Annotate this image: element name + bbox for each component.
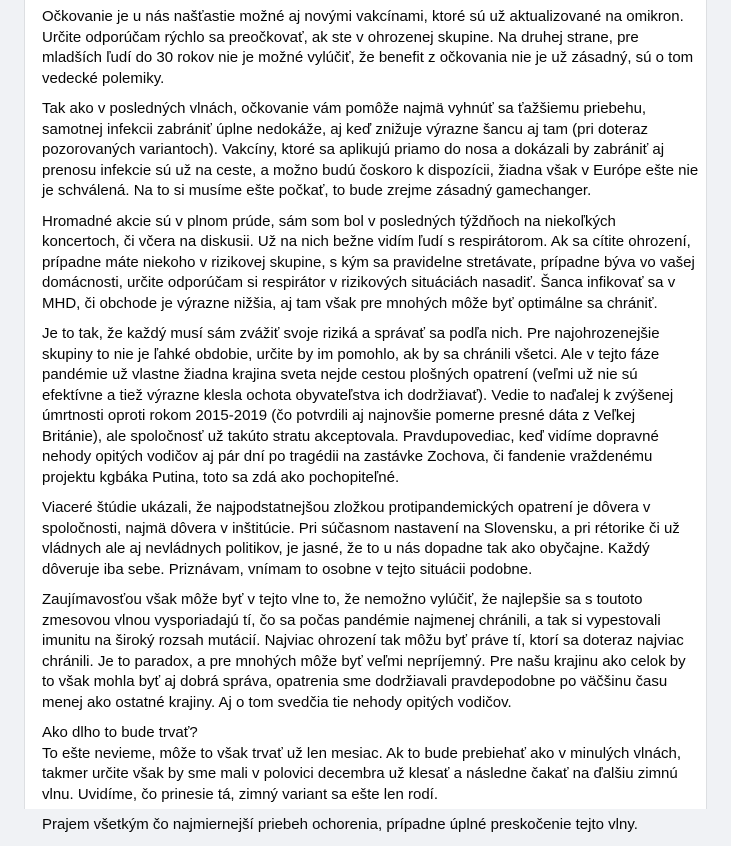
post-line: To ešte nevieme, môže to však trvať už len mesiac. Ak to bude prebiehať ako v minulých vlnách, <box>42 744 682 762</box>
post-line: domácnosti, určite odporúčam si respirátor v rizikových situáciách nasadiť. Šanca infikovať sa v <box>42 274 676 291</box>
post-line: zmesovou vlnou vysporiadajú tí, čo sa počas pandémie najmenej chránili, a tak si vypestovali <box>42 611 661 629</box>
post-paragraph <box>42 324 692 488</box>
post-line: Ako dlho to bude trvať? <box>42 724 198 741</box>
post-line: Tak ako v posledných vlnách, očkovanie vám pomôže najmä vyhnúť sa ťažšiemu priebehu, <box>42 100 647 117</box>
post-line: vládnych ale aj nevládnych politikov, je jasné, že to u nás dopadne tak ako obyčajne. Každý <box>42 540 650 557</box>
post-line: koncertoch, či včera na diskusii. Už na nich bežne vidím ľudí s respirátorom. Ak sa cítite ohrození, <box>42 233 691 250</box>
post-line: efektívne a tiež výrazne klesla ochota obyvateľstva ich dodržiavať). Vedie to naďalej k zvýšenej <box>42 386 674 404</box>
post-line: je schválená. Na to si musíme ešte počkať, to bude zrejme zásadný gamechanger. <box>42 182 592 199</box>
post-line: Očkovanie je u nás našťastie možné aj novými vakcínami, ktoré sú už aktualizované na omikron. <box>42 8 684 25</box>
post-body <box>42 7 699 846</box>
post-paragraph <box>42 99 699 202</box>
post-paragraph <box>42 815 692 836</box>
post-line: dôveruje iba sebe. Priznávam, vnímam to osobne v tejto situácii podobne. <box>42 560 533 578</box>
post-paragraph <box>42 498 692 580</box>
post-line: vlnu. Uvidíme, čo prinesie tá, zimný variant sa ešte len rodí. <box>42 785 439 803</box>
post-line: mladších ľudí do 30 rokov nie je možné vylúčiť, že benefit z očkovania nie je už zásadný, sú o tom <box>42 49 694 66</box>
post-line: pozorovaných variantoch). Vakcíny, ktoré sa aplikujú priamo do nosa a dokázali by zabrániť aj <box>42 141 665 158</box>
post-line: vedecké polemiky. <box>42 69 165 87</box>
post-line: Prajem všetkým čo najmiernejší priebeh ochorenia, prípadne úplné preskočenie tejto vlny. <box>42 816 638 833</box>
post-line: chránili. Je to paradox, a pre mnohých môže byť veľmi nepríjemný. Pre našu krajinu ako celok by <box>42 652 686 670</box>
post-line: Je to tak, že každý musí sám zvážiť svoje riziká a správať sa podľa nich. Pre najohrozenejšie <box>42 325 660 342</box>
post-paragraph <box>42 212 695 315</box>
post-line: takmer určite však by sme mali v polovici decembra už klesať a následne čakať na ďalšiu zimnú <box>42 765 678 782</box>
post-paragraph <box>42 590 692 713</box>
post-line: Zaujímavosťou však môže byť v tejto vlne to, že nemožno vylúčiť, že najlepšie sa s toutoto <box>42 591 643 608</box>
post-line: prípadne máte niekoho v rizikovej skupine, s kým sa pravidelne stretávate, prípadne býva vo vašej <box>42 253 695 271</box>
post-line: Británie), ale spoločnosť už takúto stratu akceptovala. Pravdupovediac, keď vidíme dopravné <box>42 427 659 445</box>
post-line: to však mohla byť aj dobrá správa, opatrenia sme dodržiavali pravdepodobne po väčšinu času <box>42 673 668 690</box>
post-line: menej ako ostatné krajiny. Aj o tom svedčia tie nehody opitých vodičov. <box>42 693 512 711</box>
post-card <box>24 0 707 833</box>
post-line: Hromadné akcie sú v plnom prúde, sám som bol v posledných týždňoch na niekoľkých <box>42 212 616 230</box>
post-line: pandémie už vlastne žiadna krajina sveta nejde cestou plošných opatrení (veľmi už nie sú <box>42 366 638 383</box>
post-paragraph <box>42 7 692 89</box>
post-line: prenosu infekcie sú už na ceste, a možno budú čoskoro k dispozícii, žiadna však v Európe ešte nie <box>42 161 699 179</box>
post-line: skupiny to nie je ľahké obdobie, určite by im pomohlo, ak by sa chránili všetci. Ale v tejto fáze <box>42 345 660 363</box>
post-line: úmrtnosti oproti rokom 2015-2019 (čo potvrdili aj najnovšie pomerne presné dáta z Veľkej <box>42 407 636 424</box>
post-line: imunitu na široký rozsah mutácií. Najviac ohrození tak môžu byť práve tí, ktorí sa doteraz najviac <box>42 632 684 649</box>
post-line: spoločnosti, najmä dôvera v inštitúcie. Pri súčasnom nastavení na Slovensku, a pri rétorike či už <box>42 519 680 537</box>
post-line: nehody opitých vodičov aj pár dní po tragédii na zastávke Zochova, či fandenie vraždenému <box>42 448 653 465</box>
post-line: projektu kgbáka Putina, toto sa zdá ako pochopiteľné. <box>42 468 400 486</box>
post-line: Určite odporúčam rýchlo sa preočkovať, ak ste v ohrozenej skupine. Na druhej strane, pre <box>42 28 639 46</box>
post-line: MHD, či obchode je výrazne nižšia, aj tam však pre mnohých môže byť optimálne sa chrániť. <box>42 294 658 312</box>
post-line: samotnej infekcii zabrániť úplne nedokáže, aj keď znižuje výrazne šancu aj tam (pri doteraz <box>42 120 648 138</box>
post-line: Viaceré štúdie ukázali, že najpodstatnejšou zložkou protipandemických opatrení je dôvera v <box>42 499 651 516</box>
post-paragraph <box>42 723 692 805</box>
